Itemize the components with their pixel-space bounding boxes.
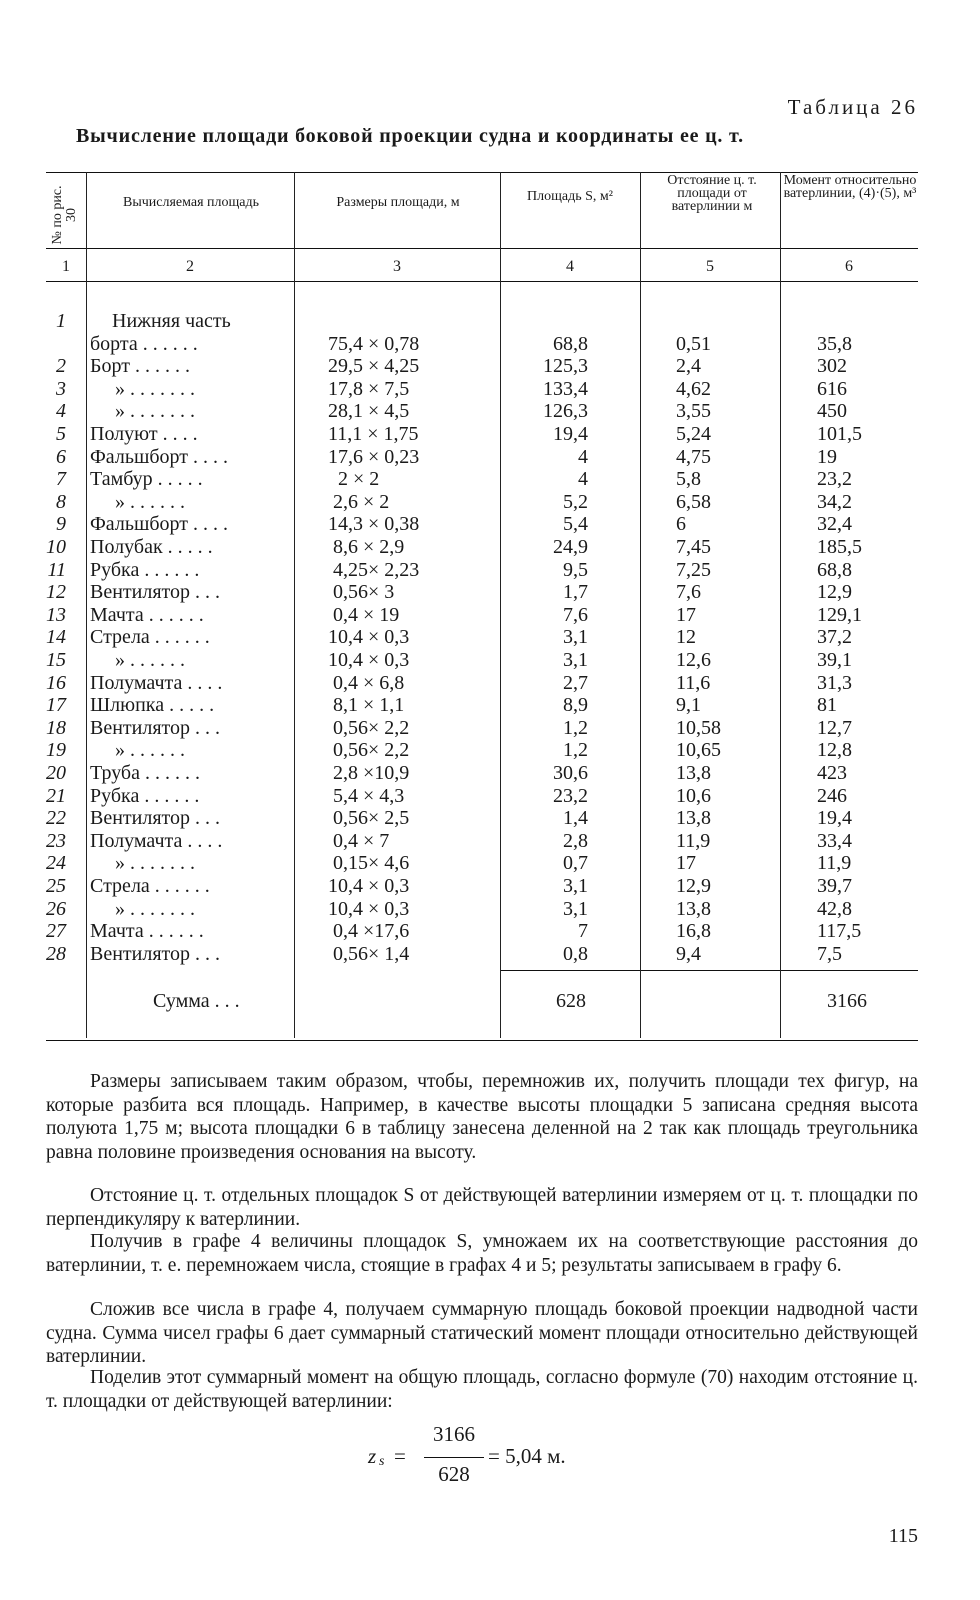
row-area: 126,3: [543, 400, 588, 423]
row-dimensions: 75,4 × 0,78: [328, 332, 420, 355]
row-moment: 12,7: [817, 716, 852, 739]
row-name: Тамбур . . . . .: [90, 468, 203, 491]
row-moment: 34,2: [817, 490, 852, 513]
colnum-bottom-rule: [46, 281, 918, 282]
row-number: 13: [46, 603, 66, 626]
header-col3: Размеры площади, м: [336, 195, 460, 210]
row-area: 23,2: [553, 784, 588, 807]
row-moment: 12,8: [817, 739, 852, 762]
row-moment: 7,5: [817, 942, 842, 965]
row-distance: 4,75: [676, 445, 711, 468]
formula-result: = 5,04 м.: [488, 1444, 566, 1468]
row-number: 10: [46, 536, 66, 558]
row-number: 23: [46, 829, 66, 852]
row-number: 21: [46, 784, 66, 807]
row-moment: 302: [817, 355, 847, 378]
row-distance: 11,6: [676, 671, 711, 694]
row-number: 2: [56, 355, 66, 378]
row-moment: 246: [817, 784, 847, 807]
paragraph-3: Получив в графе 4 величины площадок S, умножаем их на соответствующие расстояния до ватерлинии, т. е. перемножаем числа, стоящие в графах 4 и 5; результаты записываем в графу 6.: [46, 1231, 918, 1276]
row-distance: 7,25: [676, 558, 711, 581]
row-distance: 0,51: [676, 332, 711, 355]
row-dimensions: 0,56× 2,2: [328, 716, 410, 739]
row-area: 2,7: [563, 671, 588, 694]
row-distance: 5,8: [676, 468, 701, 491]
paragraph-4: Сложив все числа в графе 4, получаем суммарную площадь боковой проекции надводной части судна. Сумма чисел графы 6 дает суммарный статический момент площади относительно действующей ватерлинии.: [46, 1299, 918, 1367]
row-moment: 12,9: [817, 581, 852, 604]
row-name: » . . . . . . .: [90, 377, 195, 400]
row-number: 4: [56, 400, 66, 423]
row-number: 25: [46, 875, 66, 897]
row-name: Стрела . . . . . .: [90, 626, 210, 649]
paragraph-1: Размеры записываем таким образом, чтобы, перемножив их, получить площади тех фигур, на которые разбита вся площадь. Например, в качестве высоты площадки 5 записана средняя высота полуюта 1,75 м; высота площадки 6 в таблицу занесена деленной на 2 так как площадь треугольника равна половине произведения основания на высоту.: [46, 1071, 918, 1163]
row-moment: 185,5: [817, 536, 862, 558]
colnum-6: 6: [845, 258, 853, 275]
row-dimensions: 2 × 2: [328, 468, 380, 491]
row-number: 9: [56, 513, 66, 536]
row-moment: 117,5: [817, 920, 862, 943]
col-divider-4: [640, 172, 641, 1038]
row-number: 20: [46, 762, 66, 784]
row-number: 1: [56, 310, 66, 332]
row-moment: 450: [817, 400, 847, 423]
row-number: 19: [46, 739, 66, 762]
row-area: 3,1: [563, 875, 588, 897]
row-distance: 6,58: [676, 490, 711, 513]
formula-numerator: 3166: [433, 1422, 475, 1446]
row-moment: 33,4: [817, 829, 852, 852]
sum-area: 628: [556, 990, 586, 1012]
row-area: 2,8: [563, 829, 588, 852]
row-name: Мачта . . . . . .: [90, 603, 204, 626]
row-number: 3: [56, 377, 66, 400]
row-area: 7,6: [563, 603, 588, 626]
row-area: 68,8: [553, 332, 588, 355]
row-moment: 616: [817, 377, 847, 400]
row-dimensions: 2,8 ×10,9: [328, 762, 410, 784]
row-name: » . . . . . . .: [90, 852, 195, 875]
row-name: Фальшборт . . . .: [90, 513, 229, 536]
sum-separator-rule: [500, 970, 918, 971]
row-number: 22: [46, 807, 66, 830]
row-area: 7: [578, 920, 588, 943]
row-dimensions: 10,4 × 0,3: [328, 626, 410, 649]
row-number: 14: [46, 626, 66, 649]
row-moment: 11,9: [817, 852, 852, 875]
row-dimensions: 0,56× 3: [328, 581, 395, 604]
row-name: Вентилятор . . .: [90, 581, 221, 604]
row-name: Фальшборт . . . .: [90, 445, 229, 468]
table-title: Вычисление площади боковой проекции судна и координаты ее ц. т.: [76, 125, 744, 147]
row-distance: 3,55: [676, 400, 711, 423]
row-area: 0,7: [563, 852, 588, 875]
row-area: 3,1: [563, 626, 588, 649]
row-dimensions: 8,1 × 1,1: [328, 694, 405, 717]
row-distance: 12: [676, 626, 696, 649]
row-moment: 35,8: [817, 332, 852, 355]
row-distance: 9,1: [676, 694, 701, 717]
colnum-5: 5: [706, 258, 714, 275]
row-area: 1,2: [563, 716, 588, 739]
row-distance: 10,58: [676, 716, 721, 739]
formula-denominator: 628: [438, 1462, 470, 1486]
row-moment: 129,1: [817, 603, 862, 626]
row-moment: 39,1: [817, 649, 852, 671]
row-number: 28: [46, 942, 66, 965]
col-divider-5: [780, 172, 781, 1038]
col-divider-2: [294, 172, 295, 1038]
row-dimensions: 0,56× 1,4: [328, 942, 410, 965]
row-name: Полубак . . . . .: [90, 536, 213, 558]
row-number: 12: [46, 581, 66, 604]
row-name: Мачта . . . . . .: [90, 920, 204, 943]
row-number: 7: [56, 468, 66, 491]
row-moment: 32,4: [817, 513, 852, 536]
row-moment: 423: [817, 762, 847, 784]
colnum-4: 4: [566, 258, 574, 275]
row-moment: 19,4: [817, 807, 852, 830]
row-distance: 17: [676, 603, 696, 626]
row-dimensions: 0,4 ×17,6: [328, 920, 410, 943]
table-label: Таблица 26: [787, 95, 918, 119]
row-dimensions: 0,56× 2,5: [328, 807, 410, 830]
row-moment: 39,7: [817, 875, 852, 897]
row-distance: 10,6: [676, 784, 711, 807]
fraction-bar: [424, 1457, 484, 1458]
row-distance: 12,6: [676, 649, 711, 671]
colnum-1: 1: [62, 258, 70, 275]
row-dimensions: 5,4 × 4,3: [328, 784, 405, 807]
row-dimensions: 0,4 × 7: [328, 829, 390, 852]
row-dimensions: 29,5 × 4,25: [328, 355, 420, 378]
row-dimensions: 0,15× 4,6: [328, 852, 410, 875]
row-dimensions: 28,1 × 4,5: [328, 400, 410, 423]
row-name: » . . . . . . .: [90, 897, 195, 920]
row-moment: 81: [817, 694, 837, 717]
colnum-3: 3: [393, 258, 401, 275]
formula-sub: s: [379, 1454, 385, 1469]
row-moment: 42,8: [817, 897, 852, 920]
header-col1: № по рис. 30: [50, 185, 79, 245]
row-moment: 68,8: [817, 558, 852, 581]
row-moment: 19: [817, 445, 837, 468]
row-area: 5,2: [563, 490, 588, 513]
header-bottom-rule: [46, 248, 918, 249]
row-number: 26: [46, 897, 66, 920]
row-name: Вентилятор . . .: [90, 716, 221, 739]
row-name: » . . . . . .: [90, 490, 185, 513]
formula-lhs: z: [368, 1444, 377, 1468]
row-distance: 13,8: [676, 762, 711, 784]
row-distance: 13,8: [676, 807, 711, 830]
row-area: 24,9: [553, 536, 588, 558]
row-name: Вентилятор . . .: [90, 942, 221, 965]
row-area: 1,4: [563, 807, 588, 830]
row-dimensions: 8,6 × 2,9: [328, 536, 405, 558]
row-dimensions: 10,4 × 0,3: [328, 897, 410, 920]
header-col5: Отстояние ц. т. площади от ватерлинии м: [667, 173, 757, 214]
sum-moment: 3166: [827, 990, 867, 1012]
row-dimensions: 0,4 × 19: [328, 603, 400, 626]
row-dimensions: 17,8 × 7,5: [328, 377, 410, 400]
row-dimensions: 11,1 × 1,75: [328, 423, 419, 445]
row-dimensions: 0,4 × 6,8: [328, 671, 405, 694]
row-area: 9,5: [563, 558, 588, 581]
row-number: 15: [46, 649, 66, 671]
row-distance: 12,9: [676, 875, 711, 897]
row-area: 1,7: [563, 581, 588, 604]
row-number: 11: [47, 558, 66, 581]
row-name: Полумачта . . . .: [90, 671, 223, 694]
row-dimensions: 17,6 × 0,23: [328, 445, 420, 468]
header-col4: Площадь S, м²: [527, 189, 613, 204]
row-distance: 7,45: [676, 536, 711, 558]
row-name: Полумачта . . . .: [90, 829, 223, 852]
row-area: 3,1: [563, 897, 588, 920]
row-name: Стрела . . . . . .: [90, 875, 210, 897]
paragraph-5: Поделив этот суммарный момент на общую площадь, согласно формуле (70) находим отстояние ц. т. площадки от действующей ватерлинии:: [46, 1367, 918, 1412]
row-distance: 6: [676, 513, 686, 536]
row-name: Нижняя часть борта . . . . . .: [90, 310, 231, 355]
row-area: 8,9: [563, 694, 588, 717]
row-distance: 7,6: [676, 581, 701, 604]
row-area: 4: [578, 445, 588, 468]
row-name: Борт . . . . . .: [90, 355, 190, 378]
col-divider-1: [86, 172, 87, 1038]
header-col6: Момент относительно ватерлинии, (4)·(5), м³: [783, 173, 917, 201]
table-bottom-rule: [46, 1040, 918, 1041]
row-number: 24: [46, 852, 66, 875]
page-number: 115: [888, 1525, 918, 1547]
row-moment: 23,2: [817, 468, 852, 491]
row-distance: 5,24: [676, 423, 711, 445]
row-dimensions: 0,56× 2,2: [328, 739, 410, 762]
row-dimensions: 4,25× 2,23: [328, 558, 420, 581]
row-moment: 31,3: [817, 671, 852, 694]
row-distance: 10,65: [676, 739, 721, 762]
row-number: 6: [56, 445, 66, 468]
row-distance: 17: [676, 852, 696, 875]
row-moment: 37,2: [817, 626, 852, 649]
paragraph-2: Отстояние ц. т. отдельных площадок S от действующей ватерлинии измеряем от ц. т. площадки по перпендикуляру к ватерлинии.: [46, 1185, 918, 1230]
row-area: 125,3: [543, 355, 588, 378]
row-dimensions: 10,4 × 0,3: [328, 649, 410, 671]
row-name: Шлюпка . . . . .: [90, 694, 215, 717]
row-name: Рубка . . . . . .: [90, 558, 200, 581]
row-name: » . . . . . . .: [90, 400, 195, 423]
row-name: Вентилятор . . .: [90, 807, 221, 830]
row-dimensions: 10,4 × 0,3: [328, 875, 410, 897]
row-area: 4: [578, 468, 588, 491]
row-number: 27: [46, 920, 66, 943]
row-area: 5,4: [563, 513, 588, 536]
row-number: 16: [46, 671, 66, 694]
row-area: 19,4: [553, 423, 588, 445]
row-area: 3,1: [563, 649, 588, 671]
row-distance: 16,8: [676, 920, 711, 943]
row-area: 0,8: [563, 942, 588, 965]
row-name: » . . . . . .: [90, 649, 185, 671]
sum-label: Сумма . . .: [153, 990, 240, 1012]
row-name: » . . . . . .: [90, 739, 185, 762]
row-dimensions: 2,6 × 2: [328, 490, 390, 513]
row-distance: 2,4: [676, 355, 701, 378]
row-number: 18: [46, 716, 66, 739]
row-distance: 13,8: [676, 897, 711, 920]
row-moment: 101,5: [817, 423, 862, 445]
row-number: 8: [56, 490, 66, 513]
row-distance: 9,4: [676, 942, 701, 965]
header-col2: Вычисляемая площадь: [122, 195, 260, 210]
row-name: Труба . . . . . .: [90, 762, 200, 784]
row-distance: 11,9: [676, 829, 711, 852]
row-number: 5: [56, 423, 66, 445]
row-distance: 4,62: [676, 377, 711, 400]
row-area: 30,6: [553, 762, 588, 784]
row-dimensions: 14,3 × 0,38: [328, 513, 420, 536]
col-divider-3: [500, 172, 501, 1038]
row-area: 1,2: [563, 739, 588, 762]
row-name: Рубка . . . . . .: [90, 784, 200, 807]
colnum-2: 2: [186, 258, 194, 275]
row-name: Полуют . . . .: [90, 423, 198, 445]
row-area: 133,4: [543, 377, 588, 400]
row-number: 17: [46, 694, 66, 717]
